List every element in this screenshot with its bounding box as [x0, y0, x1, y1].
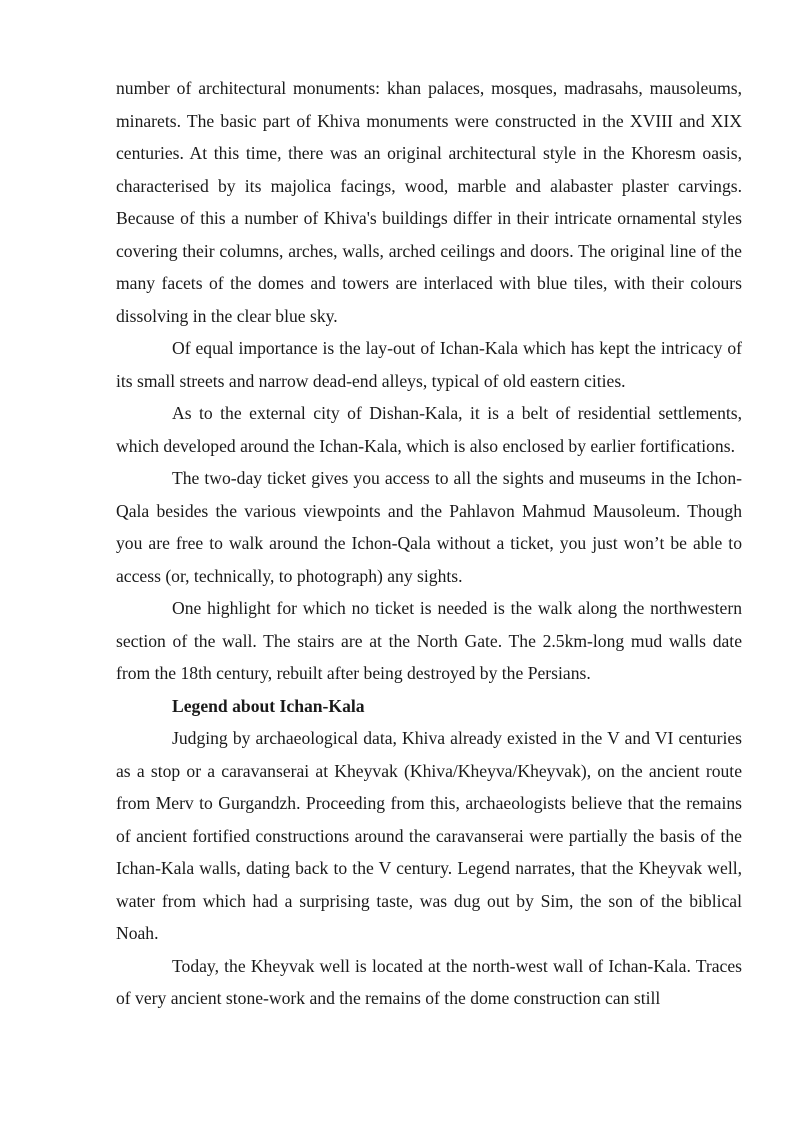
paragraph-ticket: The two-day ticket gives you access to all the sights and museums in the Ichon-Qala besides the various viewpoints and the Pahlavon Mahmud Mausoleum. Though you are free to walk around the Ichon-Qala without a ticket, you just won’t be able to access (or, technically, to photograph) any sights. [116, 468, 742, 586]
paragraph-archaeology: Judging by archaeological data, Khiva already existed in the V and VI centuries as a stop or a caravanserai at Kheyvak (Khiva/Kheyva/Kheyvak), on the ancient route from Merv to Gurgandzh. Proceeding from this, archaeologists believe that the remains of ancient fortified constructions around the caravanserai were partially the basis of the Ichan-Kala walls, dating back to the V century. Legend narrates, that the Kheyvak well, water from which had a surprising taste, was dug out by Sim, the son of the biblical Noah. [116, 728, 742, 943]
paragraph-dishan-kala: As to the external city of Dishan-Kala, it is a belt of residential settlements, which developed around the Ichan-Kala, which is also enclosed by earlier fortifications. [116, 403, 742, 456]
paragraph-monuments: number of architectural monuments: khan palaces, mosques, madrasahs, mausoleums, minarets. The basic part of Khiva monuments were constructed in the XVIII and XIX centuries. At this time, there was an original architectural style in the Khoresm oasis, characterised by its majolica facings, wood, marble and alabaster plaster carvings. Because of this a number of Khiva's buildings differ in their intricate ornamental styles covering their columns, arches, walls, arched ceilings and doors. The original line of the many facets of the domes and towers are interlaced with blue tiles, with their colours dissolving in the clear blue sky. [116, 78, 742, 326]
section-heading: Legend about Ichan-Kala [172, 695, 365, 716]
paragraph-wall-walk: One highlight for which no ticket is needed is the walk along the northwestern section of the wall. The stairs are at the North Gate. The 2.5km-long mud walls date from the 18th century, rebuilt after being destroyed by the Persians. [116, 598, 742, 683]
paragraph-kheyvak-well: Today, the Kheyvak well is located at the north-west wall of Ichan-Kala. Traces of very ancient stone-work and the remains of the dome construction can still [116, 955, 742, 1008]
paragraph-layout: Of equal importance is the lay-out of Ichan-Kala which has kept the intricacy of its small streets and narrow dead-end alleys, typical of old eastern cities. [116, 338, 742, 391]
document-page [116, 72, 742, 1015]
